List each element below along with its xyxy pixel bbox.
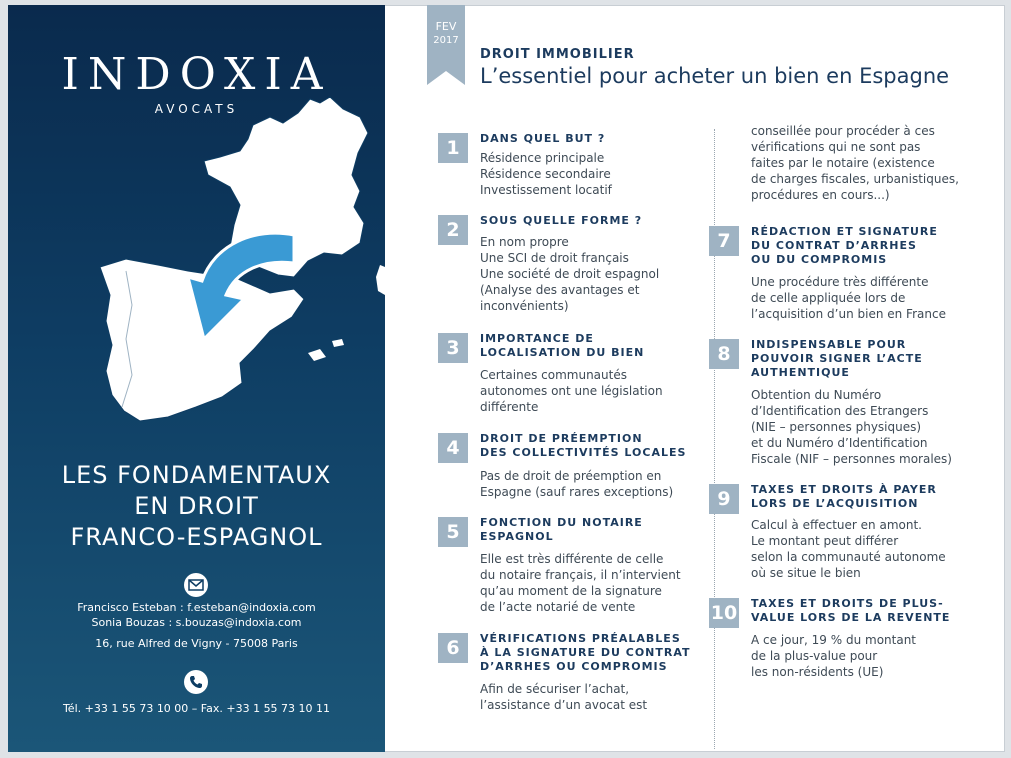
section-number: 5: [438, 517, 468, 547]
section-title-line: DANS QUEL BUT ?: [480, 132, 606, 145]
body-line: Résidence secondaire: [480, 167, 611, 181]
body-line: Une société de droit espagnol: [480, 267, 660, 281]
body-line: Calcul à effectuer en amont.: [751, 518, 922, 532]
body-line: vérifications qui ne sont pas: [751, 140, 921, 154]
body-line: Afin de sécuriser l’achat,: [480, 682, 630, 696]
section-title: [480, 516, 740, 544]
body-line: qu’au moment de la signature: [480, 584, 662, 598]
date-label: [427, 20, 465, 48]
section-body: [751, 123, 1001, 203]
body-line: Espagne (sauf rares exceptions): [480, 485, 674, 499]
brand-name: INDOXIA: [61, 49, 332, 100]
section-title-line: TAXES ET DROITS À PAYER: [751, 483, 937, 496]
section-body: [751, 632, 1001, 680]
section-title-line: IMPORTANCE DE: [480, 332, 594, 345]
section-title-line: ESPAGNOL: [480, 530, 554, 543]
section-title-line: DROIT DE PRÉEMPTION: [480, 432, 643, 445]
date-month: FEV: [435, 20, 457, 33]
section-title-line: DES COLLECTIVITÉS LOCALES: [480, 446, 687, 459]
corsica-shape: [376, 265, 385, 295]
section-number: 9: [709, 484, 739, 514]
section-body: [751, 274, 1001, 322]
contact-phone: Tél. +33 1 55 73 10 00 – Fax. +33 1 55 73 10 11: [62, 702, 331, 715]
body-line: Investissement locatif: [480, 183, 612, 197]
body-line: et du Numéro d’Identification: [751, 436, 928, 450]
contact-email[interactable]: Francisco Esteban : f.esteban@indoxia.com: [77, 601, 316, 614]
section-title: [480, 132, 740, 146]
section-title-line: LOCALISATION DU BIEN: [480, 346, 645, 359]
france-spain-map: [8, 95, 385, 425]
body-line: où se situe le bien: [751, 566, 861, 580]
section-title-line: VALUE LORS DE LA REVENTE: [751, 611, 951, 624]
section-title-line: RÉDACTION ET SIGNATURE: [751, 225, 938, 238]
body-line: selon la communauté autonome: [751, 550, 946, 564]
section-title-line: AUTHENTIQUE: [751, 366, 850, 379]
envelope-icon: [184, 573, 208, 597]
section-number: 2: [438, 215, 468, 245]
body-line: faites par le notaire (existence: [751, 156, 935, 170]
body-line: inconvénients): [480, 299, 569, 313]
section-title-line: INDISPENSABLE POUR: [751, 338, 907, 351]
section-number: 3: [438, 333, 468, 363]
section-body: [751, 517, 1001, 581]
brand-subtitle: AVOCATS: [154, 102, 239, 116]
body-line: Elle est très différente de celle: [480, 552, 664, 566]
body-line: de la plus-value pour: [751, 649, 878, 663]
body-line: Fiscale (NIF – personnes morales): [751, 452, 952, 466]
body-line: Le montant peut différer: [751, 534, 899, 548]
section-title: [751, 225, 1011, 267]
section-title: [480, 432, 740, 460]
section-title: [480, 214, 740, 228]
section-title: [480, 332, 740, 360]
body-line: (Analyse des avantages et: [480, 283, 640, 297]
section-title-line: VÉRIFICATIONS PRÉALABLES: [480, 632, 681, 645]
section-title-line: LORS DE L’ACQUISITION: [751, 497, 919, 510]
section-title-line: SOUS QUELLE FORME ?: [480, 214, 643, 227]
body-line: En nom propre: [480, 235, 569, 249]
body-line: autonomes ont une législation: [480, 384, 663, 398]
right-panel: [385, 5, 1005, 752]
section-title-line: DU CONTRAT D’ARRHES: [751, 239, 917, 252]
body-line: différente: [480, 400, 539, 414]
body-line: l’acquisition d’un bien en France: [751, 307, 946, 321]
body-line: procédures en cours...): [751, 188, 890, 202]
body-line: conseillée pour procéder à ces: [751, 124, 935, 138]
section-title-line: POUVOIR SIGNER L’ACTE: [751, 352, 923, 365]
body-line: de celle appliquée lors de: [751, 291, 906, 305]
section-title: [751, 338, 1011, 380]
body-line: Certaines communautés: [480, 368, 627, 382]
headline: [8, 460, 385, 553]
section-body: [480, 468, 730, 500]
contact-address: 16, rue Alfred de Vigny - 75008 Paris: [95, 637, 298, 650]
contact-email[interactable]: Sonia Bouzas : s.bouzas@indoxia.com: [91, 616, 302, 629]
body-line: les non-résidents (UE): [751, 665, 884, 679]
page-title: L’essentiel pour acheter un bien en Espagne: [480, 64, 950, 88]
section-title: [480, 632, 740, 674]
headline-line: LES FONDAMENTAUX: [61, 461, 332, 489]
body-line: d’Identification des Etrangers: [751, 404, 929, 418]
section-body: [751, 387, 1001, 467]
section-body: [480, 681, 730, 713]
section-title-line: FONCTION DU NOTAIRE: [480, 516, 643, 529]
body-line: l’assistance d’un avocat est: [480, 698, 648, 712]
section-title-line: À LA SIGNATURE DU CONTRAT: [480, 646, 691, 659]
headline-line: EN DROIT: [134, 492, 259, 520]
body-line: Une procédure très différente: [751, 275, 929, 289]
section-title-line: D’ARRHES OU COMPROMIS: [480, 660, 668, 673]
body-line: du notaire français, il n’intervient: [480, 568, 681, 582]
section-number: 8: [709, 339, 739, 369]
body-line: (NIE – personnes physiques): [751, 420, 922, 434]
section-body: [480, 551, 730, 615]
section-number: 4: [438, 433, 468, 463]
header-category: DROIT IMMOBILIER: [480, 47, 635, 62]
section-title: [751, 597, 1011, 625]
body-line: Pas de droit de préemption en: [480, 469, 662, 483]
headline-line: FRANCO-ESPAGNOL: [70, 523, 323, 551]
section-number: 10: [709, 598, 739, 628]
section-body: [480, 150, 730, 198]
section-body: [480, 367, 730, 415]
left-panel: [8, 5, 385, 752]
section-body: [480, 234, 730, 314]
section-number: 7: [709, 226, 739, 256]
body-line: A ce jour, 19 % du montant: [751, 633, 917, 647]
date-year: 2017: [433, 35, 459, 46]
section-title-line: OU DU COMPROMIS: [751, 253, 888, 266]
body-line: de charges fiscales, urbanistiques,: [751, 172, 959, 186]
contact-block: [8, 600, 385, 651]
balearic-islands: [308, 339, 344, 361]
body-line: de l’acte notarié de vente: [480, 600, 636, 614]
body-line: Résidence principale: [480, 151, 605, 165]
section-number: 6: [438, 633, 468, 663]
section-title: [751, 483, 1011, 511]
section-number: 1: [438, 133, 468, 163]
body-line: Obtention du Numéro: [751, 388, 882, 402]
body-line: Une SCI de droit français: [480, 251, 629, 265]
telephone-icon: [184, 670, 208, 694]
section-title-line: TAXES ET DROITS DE PLUS-: [751, 597, 944, 610]
